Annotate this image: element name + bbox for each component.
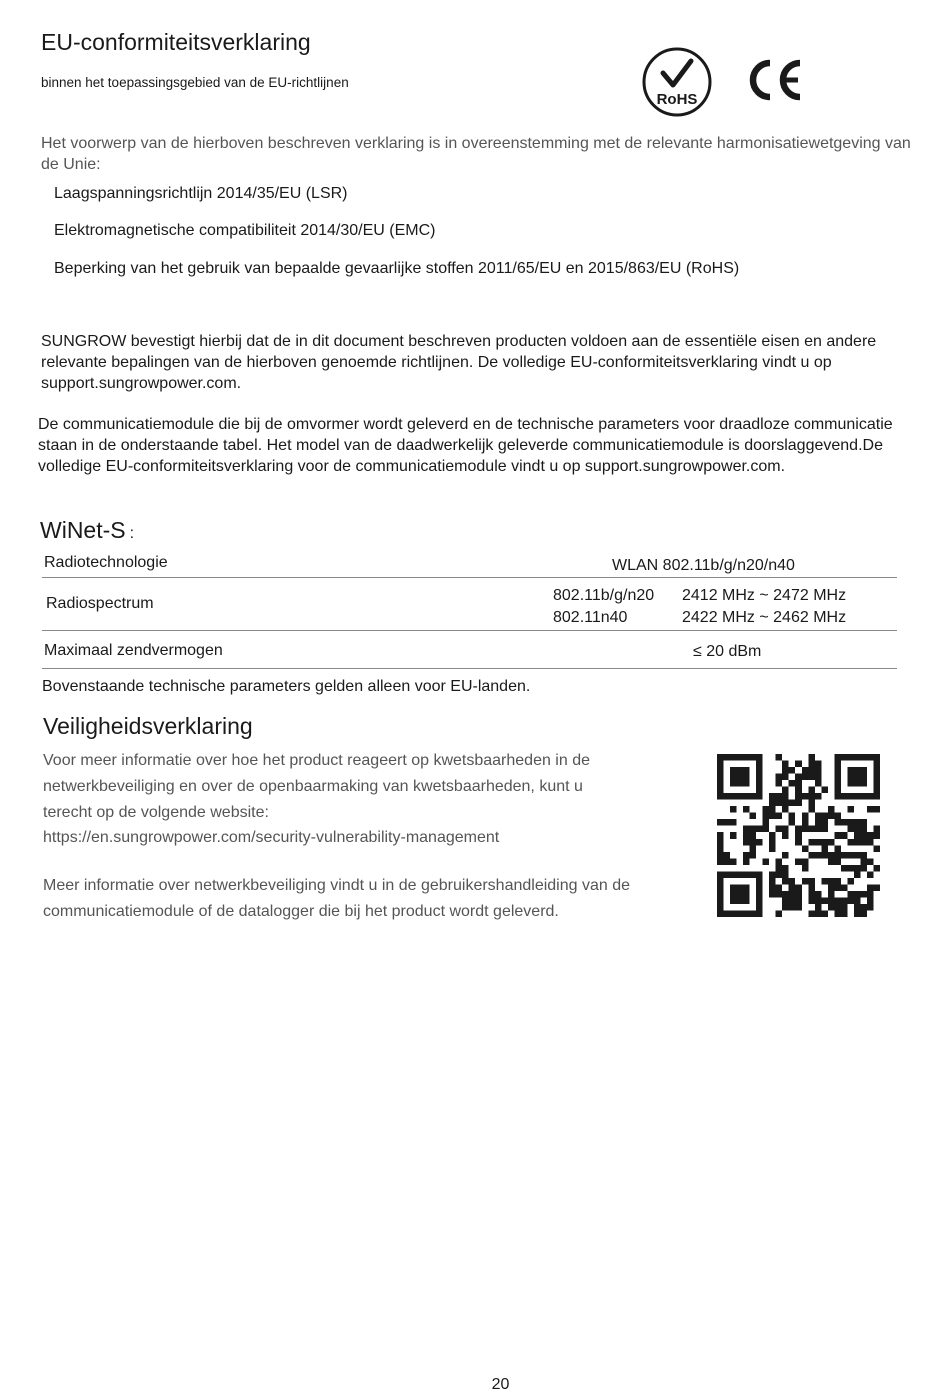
directive-lvd: Laagspanningsrichtlijn 2014/35/EU (LSR) [54, 185, 348, 202]
ce-mark-icon [745, 58, 803, 102]
security-title: Veiligheidsverklaring [43, 713, 253, 739]
spectrum-label: Radiospectrum [46, 595, 154, 612]
page-number: 20 [491, 1376, 510, 1393]
page-subtitle: binnen het toepassingsgebied van de EU-richtlijnen [41, 75, 349, 90]
security-line: Voor meer informatie over hoe het product reageert op kwetsbaarheden in de [43, 752, 590, 769]
rohs-check-icon [641, 46, 713, 118]
directive-rohs: Beperking van het gebruik van bepaalde gevaarlijke stoffen 2011/65/EU en 2015/863/EU (RoHS) [54, 260, 740, 277]
sungrow-statement: SUNGROW bevestigt hierbij dat de in dit document beschreven producten voldoen aan de essentiële eisen en andere relevante bepalingen van de hierboven genoemde richtlijnen. De volledige EU-conformiteitsverklaring vindt u op support.sungrowpower.com. [41, 333, 877, 392]
table-divider [42, 668, 897, 669]
intro-text: Het voorwerp van de hierboven beschreven verklaring is in overeenstemming met de relevante harmonisatiewetgeving van de Unie: [41, 135, 911, 173]
security-line: communicatiemodule of de datalogger die bij het product wordt geleverd. [43, 903, 559, 920]
security-line: terecht op de volgende website: [43, 804, 269, 821]
spectrum-range-1: 2412 MHz ~ 2472 MHz [682, 587, 847, 604]
power-label: Maximaal zendvermogen [44, 642, 223, 659]
directive-emc: Elektromagnetische compatibiliteit 2014/30/EU (EMC) [54, 222, 436, 239]
radio-tech-value: WLAN 802.11b/g/n20/n40 [612, 557, 795, 574]
rohs-text: RoHS [656, 91, 698, 108]
power-value: ≤ 20 dBm [693, 643, 762, 660]
spectrum-mode-1: 802.11b/g/n20 [553, 587, 655, 604]
radio-tech-label: Radiotechnologie [44, 554, 168, 571]
winet-title-text: WiNet-S [40, 517, 126, 543]
spectrum-range-2: 2422 MHz ~ 2462 MHz [682, 609, 847, 626]
table-divider [42, 630, 897, 631]
winet-title-colon: : [129, 525, 135, 542]
comm-module-statement: De communicatiemodule die bij de omvormer wordt geleverd en de technische parameters voor draadloze communicatie staan in de onderstaande tabel. Het model van de daadwerkelijk geleverde communicatiemodule is doorslaggevend.De volledige EU-conformiteitsverklaring voor de communicatiemodule vindt u op support.sungrowpower.com. [38, 416, 893, 475]
security-line: Meer informatie over netwerkbeveiliging vindt u in de gebruikershandleiding van de [43, 877, 631, 894]
table-divider [42, 577, 897, 578]
qr-code-icon [717, 754, 880, 917]
security-line: netwerkbeveiliging en over de openbaarmaking van kwetsbaarheden, kunt u [43, 778, 583, 795]
winet-title [40, 517, 134, 544]
params-note: Bovenstaande technische parameters gelden alleen voor EU-landen. [42, 678, 531, 695]
security-url: https://en.sungrowpower.com/security-vulnerability-management [43, 829, 500, 846]
spectrum-mode-2: 802.11n40 [553, 609, 628, 626]
page-title: EU-conformiteitsverklaring [41, 29, 311, 55]
